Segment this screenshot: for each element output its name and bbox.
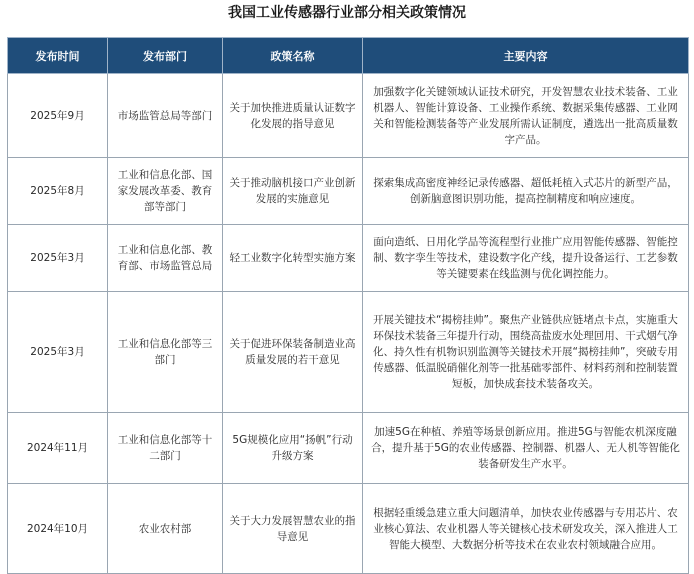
column-header-content: 主要内容 [363, 38, 689, 74]
date-cell: 2025年8月 [8, 158, 108, 225]
department-cell: 工业和信息化部等三部门 [108, 292, 223, 413]
content-cell: 面向造纸、日用化学品等流程型行业推广应用智能传感器、智能控制、数字孪生等技术，建设数字化产线，提升设备运行、工艺参数等关键要素在线监测与优化调控能力。 [363, 225, 689, 292]
policy-table [7, 37, 689, 574]
content-cell: 探索集成高密度神经记录传感器、超低耗植入式芯片的新型产品，创新脑意图识别功能，提高控制精度和响应速度。 [363, 158, 689, 225]
table-row [8, 292, 689, 413]
policy-name-cell: 5G规模化应用“扬帆”行动升级方案 [223, 413, 363, 484]
table-row [8, 484, 689, 574]
date-cell: 2025年3月 [8, 292, 108, 413]
content-cell: 加强数字化关键领域认证技术研究，开发智慧农业技术装备、工业机器人、智能计算设备、工业操作系统、数据采集传感器、工业网关和智能检测装备等产业发展所需认证制度，遴选出一批高质量数字产品。 [363, 74, 689, 158]
department-cell: 工业和信息化部、国家发展改革委、教育部等部门 [108, 158, 223, 225]
date-cell: 2025年3月 [8, 225, 108, 292]
date-cell: 2025年9月 [8, 74, 108, 158]
column-header-policy: 政策名称 [223, 38, 363, 74]
department-cell: 工业和信息化部等十二部门 [108, 413, 223, 484]
content-cell: 加速5G在种植、养殖等场景创新应用。推进5G与智能农机深度融合，提升基于5G的农业传感器、控制器、机器人、无人机等智能化装备研发生产水平。 [363, 413, 689, 484]
table-row [8, 413, 689, 484]
policy-name-cell: 关于推动脑机接口产业创新发展的实施意见 [223, 158, 363, 225]
date-cell: 2024年11月 [8, 413, 108, 484]
date-cell: 2024年10月 [8, 484, 108, 574]
page-title: 我国工业传感器行业部分相关政策情况 [228, 5, 466, 21]
policy-name-cell: 关于大力发展智慧农业的指导意见 [223, 484, 363, 574]
column-header-department: 发布部门 [108, 38, 223, 74]
content-cell: 根据轻重缓急建立重大问题清单，加快农业传感器与专用芯片、农业核心算法、农业机器人等关键核心技术研发攻关，深入推进人工智能大模型、大数据分析等技术在农业农村领域融合应用。 [363, 484, 689, 574]
table-row [8, 225, 689, 292]
column-header-date: 发布时间 [8, 38, 108, 74]
table-row [8, 74, 689, 158]
policy-name-cell: 关于促进环保装备制造业高质量发展的若干意见 [223, 292, 363, 413]
content-cell: 开展关键技术“揭榜挂帅”。聚焦产业链供应链堵点卡点，实施重大环保技术装备三年提升行动，围绕高盐废水处理回用、干式烟气净化、持久性有机物识别监测等关键技术开展“揭榜挂帅”，突破专用传感器、低温脱硝催化剂等一批基础零部件、材料药剂和控制装置短板，加快成套技术装备攻关。 [363, 292, 689, 413]
table-header-row [8, 38, 689, 74]
table-row [8, 158, 689, 225]
department-cell: 工业和信息化部、教育部、市场监管总局 [108, 225, 223, 292]
department-cell: 农业农村部 [108, 484, 223, 574]
department-cell: 市场监管总局等部门 [108, 74, 223, 158]
policy-name-cell: 关于加快推进质量认证数字化发展的指导意见 [223, 74, 363, 158]
policy-name-cell: 轻工业数字化转型实施方案 [223, 225, 363, 292]
